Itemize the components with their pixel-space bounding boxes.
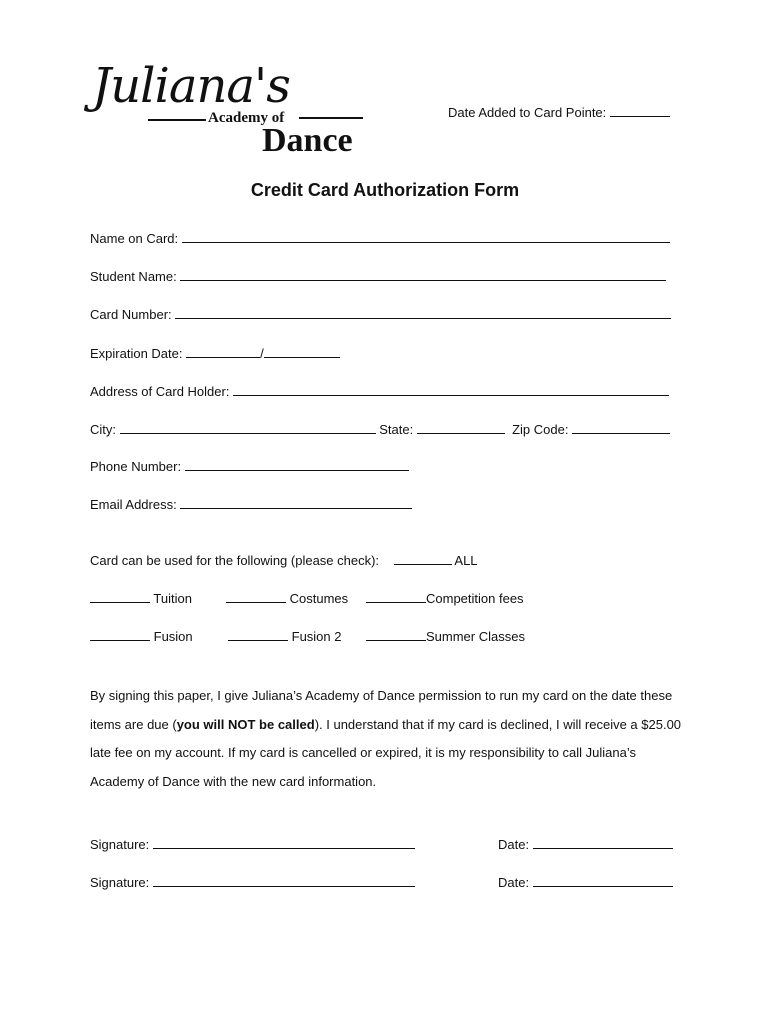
expiration-separator: / — [260, 346, 264, 361]
date-added-label: Date Added to Card Pointe: — [448, 105, 607, 120]
phone-row — [90, 458, 409, 474]
date-label: Date: — [498, 875, 530, 890]
signature-label: Signature: — [90, 837, 150, 852]
date-blank[interactable] — [533, 836, 673, 849]
agreement-text-2: ). I understand that if my card is declined, I will receive a $25.00 late fee on my account. If my card is cancelled or expired, it is my responsibility to call Juliana’s Academy of Dance with the new card information. — [90, 716, 682, 789]
fusion-check-blank[interactable] — [90, 628, 150, 641]
name-on-card-label: Name on Card: — [90, 231, 179, 246]
costumes-check-blank[interactable] — [226, 590, 286, 603]
tuition-label: Tuition — [153, 591, 192, 606]
logo-rule-right — [299, 117, 363, 119]
fusion2-option — [228, 628, 342, 644]
expiration-date-row — [90, 345, 340, 361]
all-option-label: ALL — [454, 553, 478, 568]
options-row-1 — [90, 590, 192, 606]
address-row — [90, 383, 669, 399]
competition-fees-label: Competition fees — [426, 591, 524, 606]
logo-script-text: Juliana's — [92, 58, 290, 114]
summer-classes-option — [366, 628, 525, 644]
city-blank[interactable] — [120, 421, 376, 434]
logo-dance-text: Dance — [262, 122, 353, 159]
signature-row-1 — [90, 836, 415, 852]
city-label: City: — [90, 422, 116, 437]
agreement-text-1: By signing this paper, I give Juliana’s Academy of Dance permission to run my card on the date these items are due ( — [90, 688, 673, 732]
state-blank[interactable] — [417, 421, 505, 434]
phone-blank[interactable] — [185, 458, 409, 471]
email-blank[interactable] — [180, 496, 412, 509]
address-label: Address of Card Holder: — [90, 384, 230, 399]
card-number-blank[interactable] — [175, 306, 671, 319]
phone-label: Phone Number: — [90, 459, 182, 474]
fusion2-label: Fusion 2 — [291, 629, 342, 644]
email-label: Email Address: — [90, 497, 177, 512]
logo-academy-text: Academy of — [208, 110, 285, 126]
name-on-card-row — [90, 230, 670, 246]
email-row — [90, 496, 412, 512]
city-state-zip-row — [90, 421, 670, 437]
all-check-blank[interactable] — [394, 552, 452, 565]
signature-row-2 — [90, 874, 415, 890]
address-blank[interactable] — [233, 383, 669, 396]
signature-blank[interactable] — [153, 874, 415, 887]
zip-label: Zip Code: — [512, 422, 569, 437]
costumes-option — [226, 590, 348, 606]
name-on-card-blank[interactable] — [182, 230, 670, 243]
signature-label: Signature: — [90, 875, 150, 890]
student-name-blank[interactable] — [180, 268, 666, 281]
usage-prompt: Card can be used for the following (please check): — [90, 553, 380, 568]
usage-row — [90, 552, 478, 568]
card-number-label: Card Number: — [90, 307, 172, 322]
expiration-month-blank[interactable] — [186, 345, 260, 358]
fusion2-check-blank[interactable] — [228, 628, 288, 641]
signature-date-row-1 — [498, 836, 673, 852]
zip-blank[interactable] — [572, 421, 670, 434]
fusion-label: Fusion — [153, 629, 193, 644]
date-added-field — [448, 104, 670, 120]
state-label: State: — [379, 422, 414, 437]
competition-fees-option — [366, 590, 524, 606]
costumes-label: Costumes — [289, 591, 349, 606]
agreement-bold-text: you will NOT be called — [176, 716, 315, 732]
card-number-row — [90, 306, 671, 322]
summer-classes-check-blank[interactable] — [366, 628, 426, 641]
date-label: Date: — [498, 837, 530, 852]
signature-blank[interactable] — [153, 836, 415, 849]
student-name-label: Student Name: — [90, 269, 177, 284]
form-title: Credit Card Authorization Form — [250, 180, 520, 200]
date-blank[interactable] — [533, 874, 673, 887]
competition-fees-check-blank[interactable] — [366, 590, 426, 603]
options-row-2 — [90, 628, 193, 644]
agreement-paragraph — [90, 682, 690, 796]
logo-rule-left — [148, 119, 206, 121]
student-name-row — [90, 268, 666, 284]
date-added-blank[interactable] — [610, 104, 670, 117]
expiration-year-blank[interactable] — [264, 345, 340, 358]
expiration-date-label: Expiration Date: — [90, 346, 183, 361]
signature-date-row-2 — [498, 874, 673, 890]
tuition-check-blank[interactable] — [90, 590, 150, 603]
summer-classes-label: Summer Classes — [426, 629, 525, 644]
